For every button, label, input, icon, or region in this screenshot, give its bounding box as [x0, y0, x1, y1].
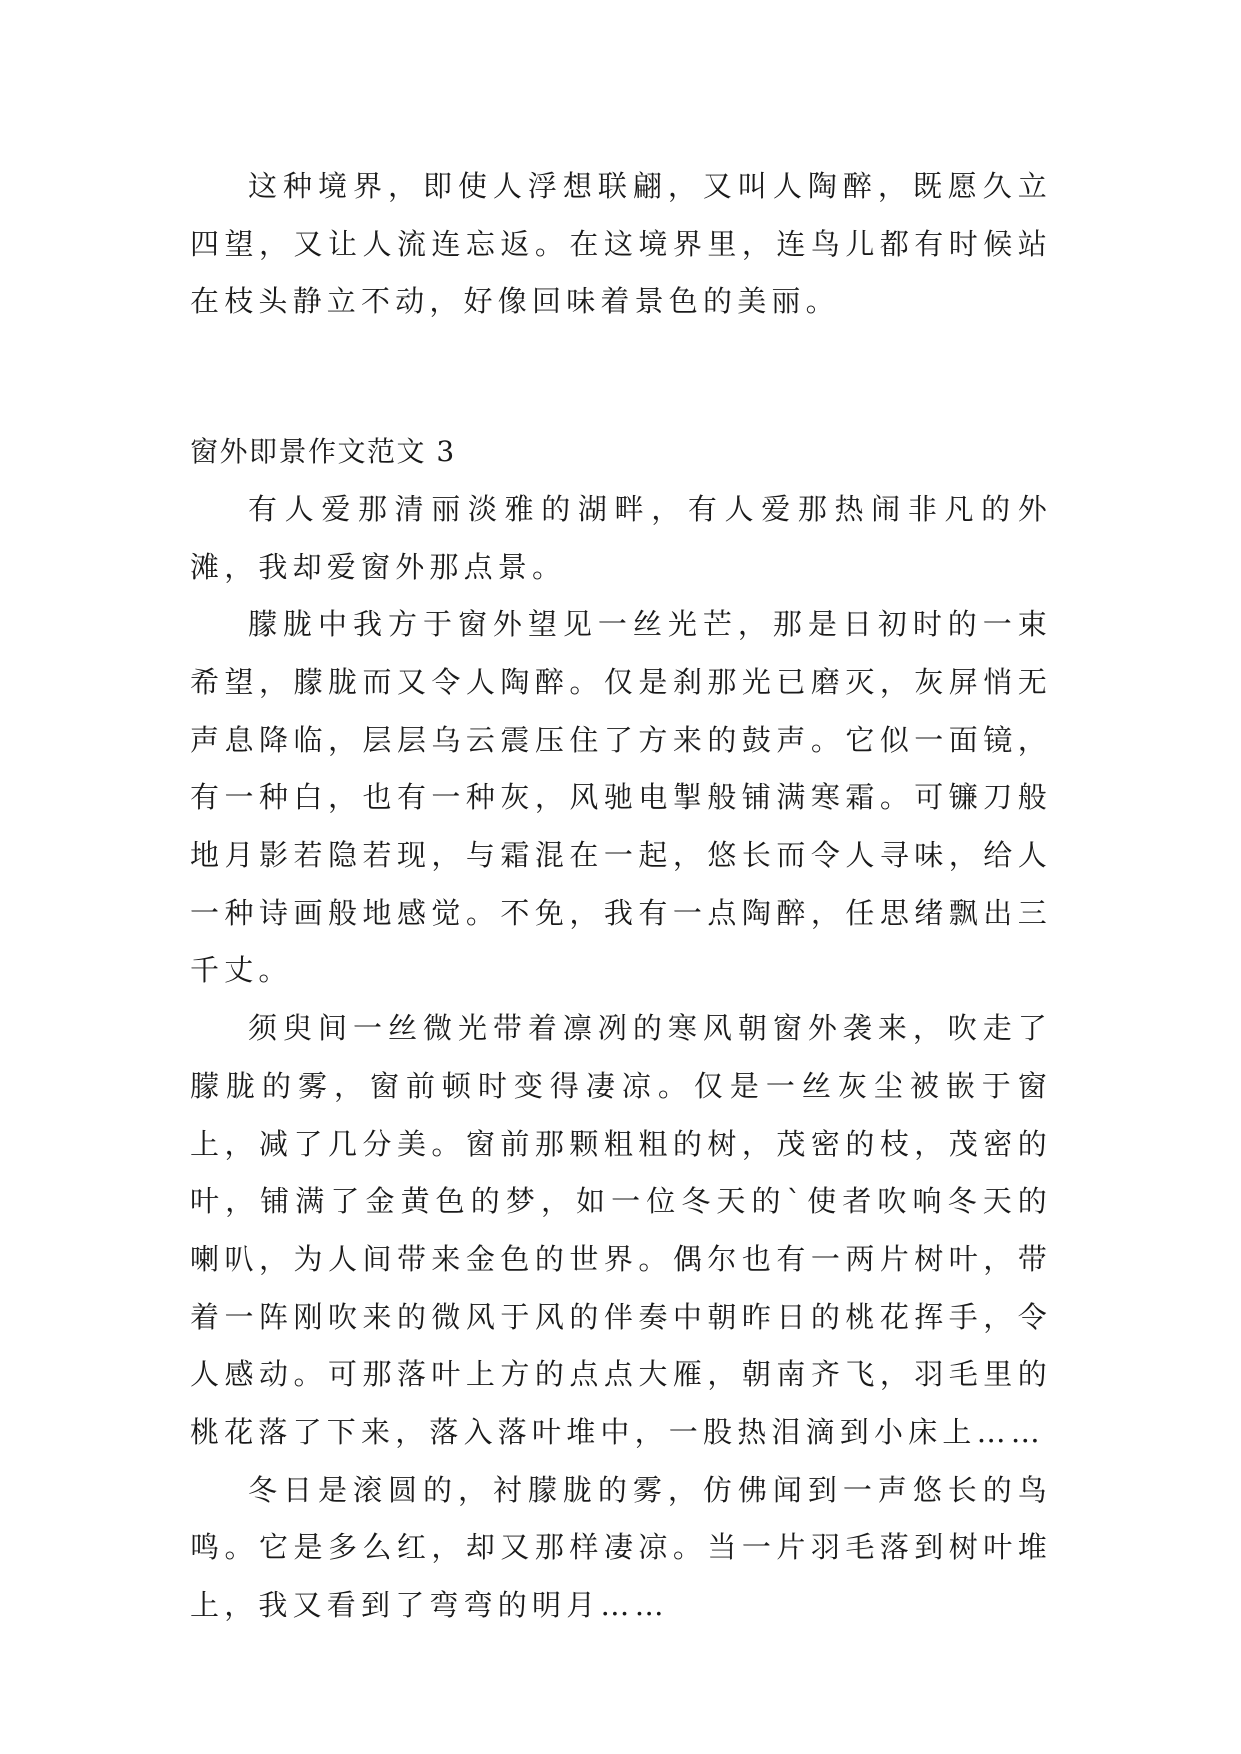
- document-body: [190, 158, 1052, 1635]
- paragraph-4: 冬日是滚圆的，衬朦胧的雾，仿佛闻到一声悠长的鸟鸣。它是多么红，却又那样凄凉。当一片羽毛落到树叶堆上，我又看到了弯弯的明月……: [190, 1472, 1052, 1623]
- paragraph-3: 须臾间一丝微光带着凛冽的寒风朝窗外袭来，吹走了朦胧的雾，窗前顿时变得凄凉。仅是一丝灰尘被嵌于窗上，减了几分美。窗前那颗粗粗的树，茂密的枝，茂密的叶，铺满了金黄色的梦，如一位冬天的`使者吹响冬天的喇叭，为人间带来金色的世界。偶尔也有一两片树叶，带着一阵刚吹来的微风于风的伴奏中朝昨日的桃花挥手，令人感动。可那落叶上方的点点大雁，朝南齐飞，羽毛里的桃花落了下来，落入落叶堆中，一股热泪滴到小床上……: [190, 1011, 1052, 1450]
- paragraph-intro: 这种境界，即使人浮想联翩，又叫人陶醉，既愿久立四望，又让人流连忘返。在这境界里，连鸟儿都有时候站在枝头静立不动，好像回味着景色的美丽。: [190, 169, 1052, 319]
- paragraph-2: 朦胧中我方于窗外望见一丝光芒，那是日初时的一束希望，朦胧而又令人陶醉。仅是刹那光已磨灭，灰屏悄无声息降临，层层乌云震压住了方来的鼓声。它似一面镜，有一种白，也有一种灰，风驰电掣般铺满寒霜。可镰刀般地月影若隐若现，与霜混在一起，悠长而令人寻味，给人一种诗画般地感觉。不免，我有一点陶醉，任思绪飘出三千丈。: [190, 607, 1052, 988]
- section-title: 窗外即景作文范文 3: [190, 435, 456, 469]
- paragraph-1: 有人爱那清丽淡雅的湖畔，有人爱那热闹非凡的外滩，我却爱窗外那点景。: [190, 491, 1052, 584]
